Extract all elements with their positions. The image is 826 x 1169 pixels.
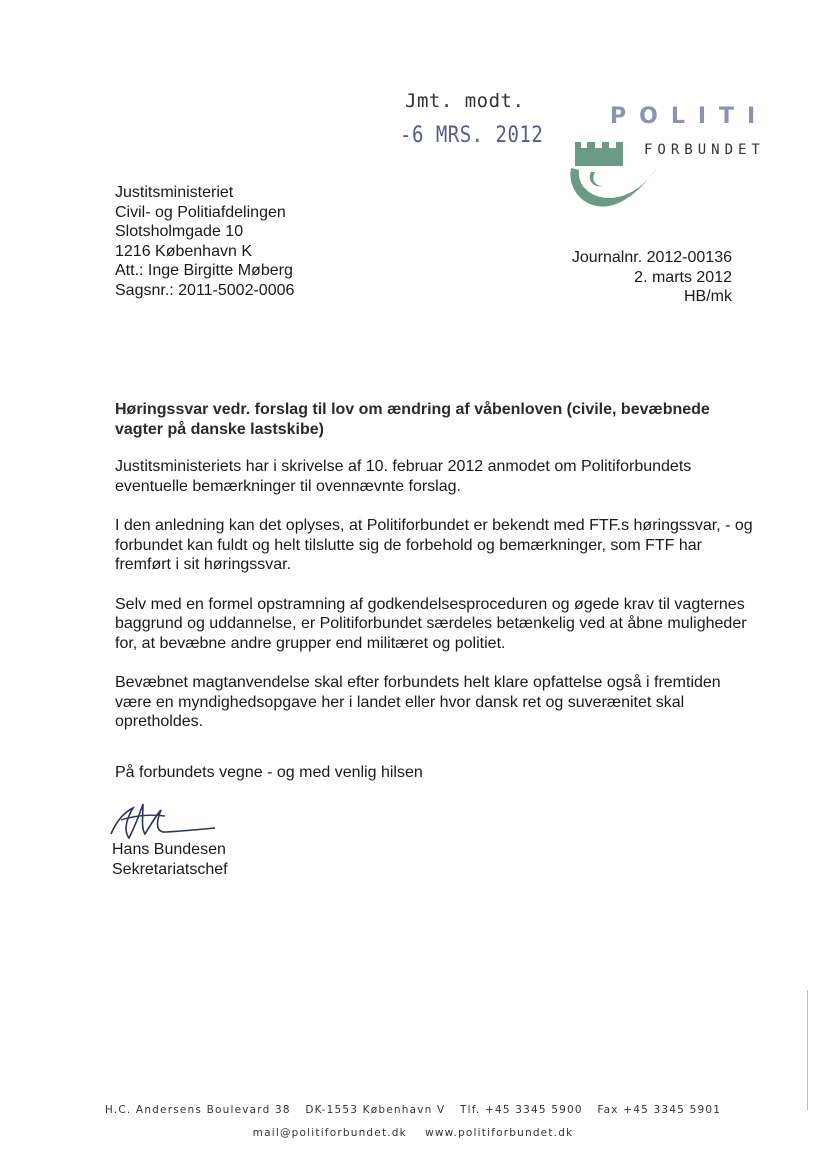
body-paragraph: Bevæbnet magtanvendelse skal efter forbundets helt klare opfattelse også i fremtiden være en myndighedsopgave her i landet eller hvor dansk ret og suverænitet skal opretholdes. xyxy=(115,674,721,730)
journal-number: Journalnr. 2012-00136 xyxy=(571,249,732,266)
recipient-line: Civil- og Politiafdelingen xyxy=(115,203,286,221)
signatory-title: Sekretariatschef xyxy=(112,861,228,878)
recipient-line: Sagsnr.: 2011-5002-0006 xyxy=(115,281,295,299)
scan-edge-line xyxy=(807,990,808,1110)
recipient-line: Justitsministeriet xyxy=(115,184,234,201)
footer-fax: Fax +45 3345 5901 xyxy=(597,1104,722,1116)
closing-line: På forbundets vegne - og med venlig hilsen xyxy=(115,764,423,781)
letter-date: 2. marts 2012 xyxy=(634,268,732,286)
signatory xyxy=(112,840,228,880)
recipient-line: Att.: Inge Birgitte Møberg xyxy=(115,262,293,279)
footer-web-line xyxy=(0,1127,826,1139)
received-stamp-label: Jmt. modt. xyxy=(405,90,525,112)
politiforbundet-logo-icon xyxy=(565,138,665,216)
body-paragraph: Selv med en formel opstramning af godkendelsesproceduren og øgede krav til vagternes baggrund og uddannelse, er Politiforbundet særdeles betænkelig ved at åbne muligheder for, at bevæbne andre grupper end militæret og politiet. xyxy=(115,595,747,652)
signatory-name: Hans Bundesen xyxy=(112,841,226,858)
logo-word-politi: POLITI xyxy=(610,104,769,129)
reference-block xyxy=(572,248,732,307)
footer-city: DK-1553 København V xyxy=(305,1104,446,1116)
footer-email: mail@politiforbundet.dk xyxy=(252,1127,407,1139)
letter-body xyxy=(115,457,755,752)
body-paragraph: Justitsministeriets har i skrivelse af 10. februar 2012 anmodet om Politiforbundets eventuelle bemærkninger til ovennævnte forslag. xyxy=(115,458,692,495)
footer-address: H.C. Andersens Boulevard 38 xyxy=(104,1104,291,1116)
body-paragraph: I den anledning kan det oplyses, at Politiforbundet er bekendt med FTF.s høringssvar, - og forbundet kan fuldt og helt tilslutte sig de forbehold og bemærkninger, som FTF har fremført i sit høringssvar. xyxy=(115,517,753,573)
logo-eye-shape xyxy=(570,168,657,206)
logo-word-forbundet: FORBUNDET xyxy=(644,142,765,158)
recipient-line: Slotsholmgade 10 xyxy=(115,223,244,240)
logo-pupil-shape xyxy=(590,172,603,186)
letter-subject: Høringssvar vedr. forslag til lov om ændring af våbenloven (civile, bevæbnede vagter på danske lastskibe) xyxy=(115,401,710,438)
footer-contact-line xyxy=(0,1104,826,1116)
recipient-address xyxy=(115,183,294,300)
footer-phone: Tlf. +45 3345 5900 xyxy=(460,1104,583,1116)
recipient-line: 1216 København K xyxy=(115,242,252,260)
footer-web: www.politiforbundet.dk xyxy=(425,1127,574,1139)
author-initials: HB/mk xyxy=(684,288,732,305)
logo-tower-shape xyxy=(575,142,623,166)
received-stamp-date: -6 MRS. 2012 xyxy=(400,122,544,148)
